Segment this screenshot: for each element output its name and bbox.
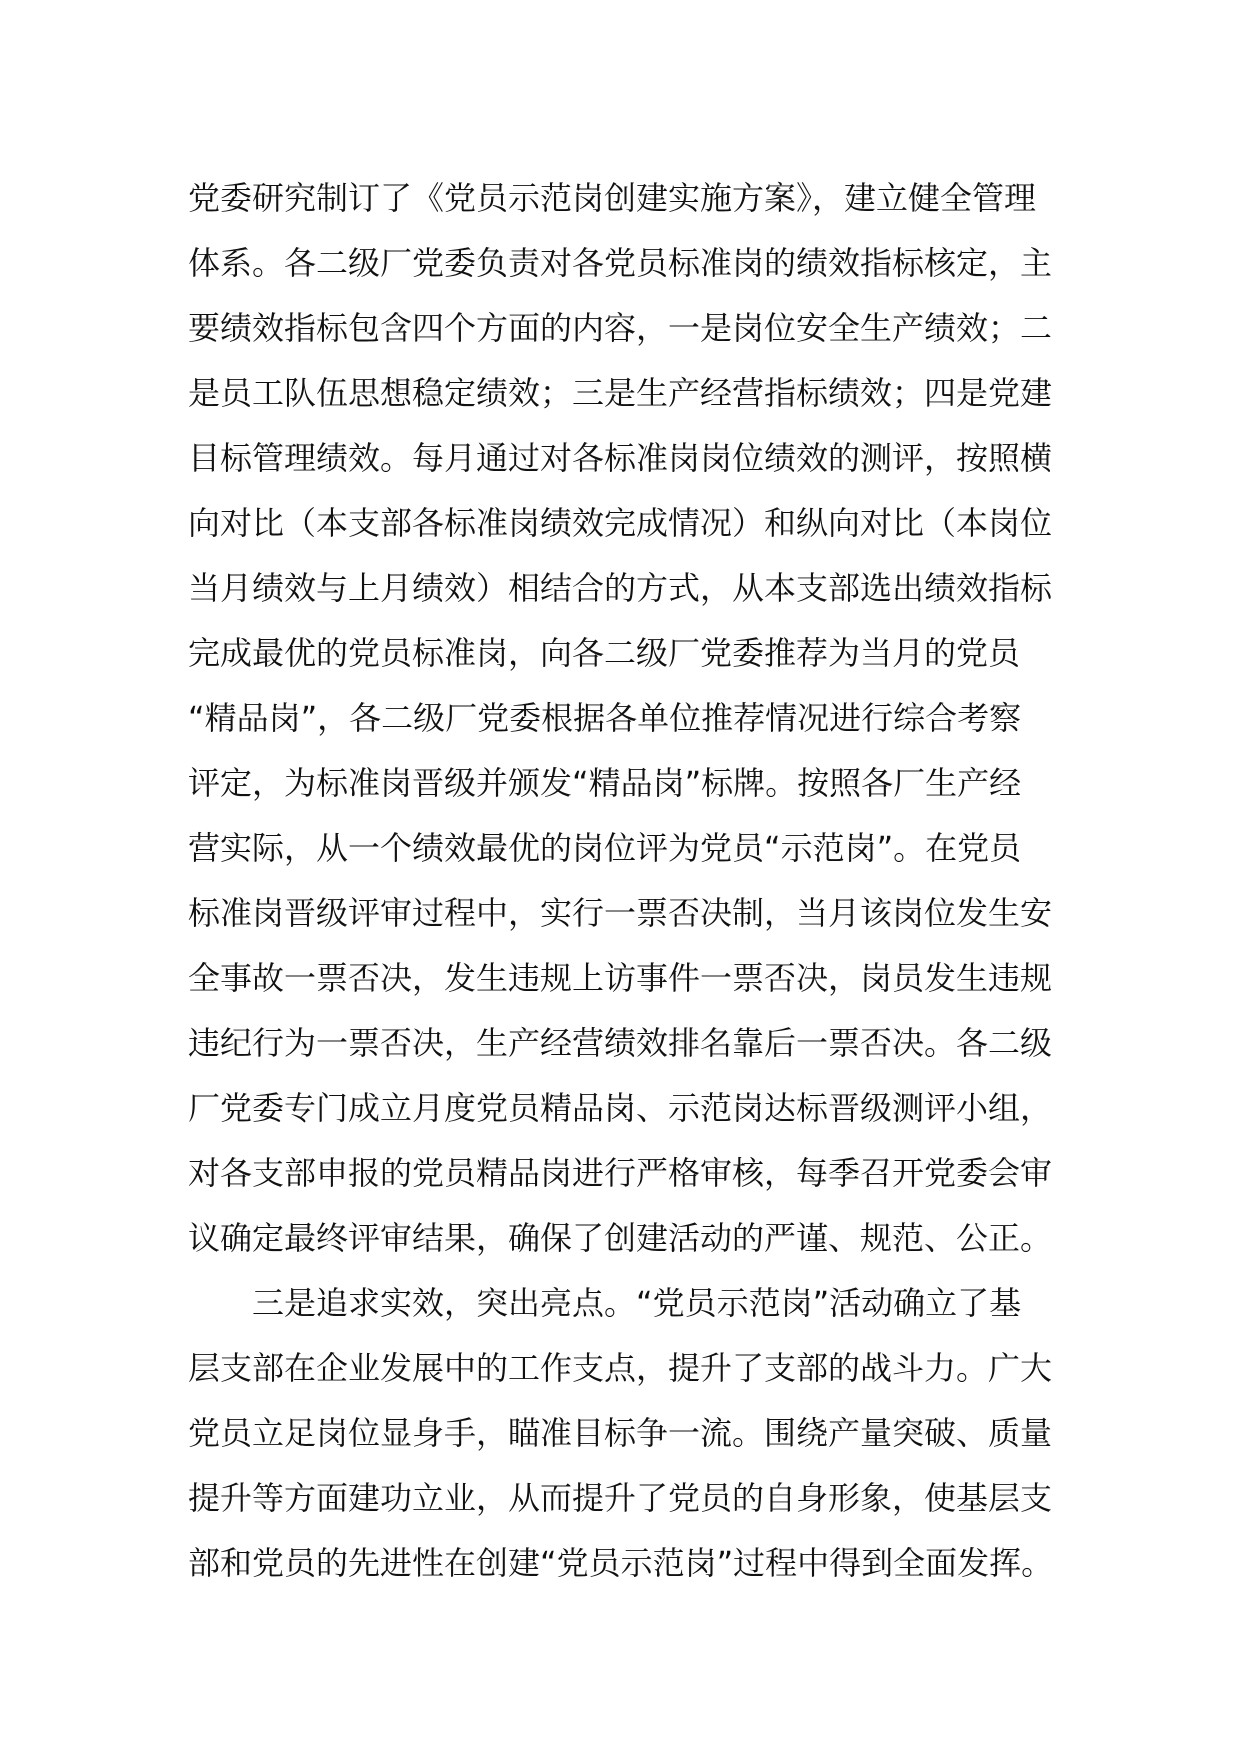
text-line: 三是追求实效，突出亮点。“党员示范岗”活动确立了基: [252, 1284, 1022, 1322]
body-text: [188, 166, 1068, 1596]
text-line: 体系。各二级厂党委负责对各党员标准岗的绩效指标核定，主: [188, 244, 1053, 282]
text-line: 违纪行为一票否决，生产经营绩效排名靠后一票否决。各二级: [188, 1024, 1053, 1062]
text-line: 评定，为标准岗晋级并颁发“精品岗”标牌。按照各厂生产经: [188, 764, 1022, 802]
text-line: 层支部在企业发展中的工作支点，提升了支部的战斗力。广大: [188, 1349, 1053, 1387]
text-line: 提升等方面建功立业，从而提升了党员的自身形象，使基层支: [188, 1479, 1053, 1517]
text-line: 是员工队伍思想稳定绩效；三是生产经营指标绩效；四是党建: [188, 374, 1053, 412]
text-line: “精品岗”，各二级厂党委根据各单位推荐情况进行综合考察: [188, 699, 1022, 737]
text-line: 议确定最终评审结果，确保了创建活动的严谨、规范、公正。: [188, 1219, 1053, 1257]
text-line: 完成最优的党员标准岗，向各二级厂党委推荐为当月的党员: [188, 634, 1021, 672]
text-line: 当月绩效与上月绩效）相结合的方式，从本支部选出绩效指标: [188, 569, 1053, 607]
text-line: 营实际，从一个绩效最优的岗位评为党员“示范岗”。在党员: [188, 829, 1022, 867]
text-line: 标准岗晋级评审过程中，实行一票否决制，当月该岗位发生安: [188, 894, 1053, 932]
text-line: 对各支部申报的党员精品岗进行严格审核，每季召开党委会审: [188, 1154, 1053, 1192]
text-line: 厂党委专门成立月度党员精品岗、示范岗达标晋级测评小组，: [188, 1089, 1053, 1127]
text-line: 党员立足岗位显身手，瞄准目标争一流。围绕产量突破、质量: [188, 1414, 1053, 1452]
text-line: 党委研究制订了《党员示范岗创建实施方案》，建立健全管理: [188, 179, 1037, 217]
text-line: 目标管理绩效。每月通过对各标准岗岗位绩效的测评，按照横: [188, 439, 1053, 477]
text-line: 要绩效指标包含四个方面的内容，一是岗位安全生产绩效；二: [188, 309, 1053, 347]
text-line: 全事故一票否决，发生违规上访事件一票否决，岗员发生违规: [188, 959, 1053, 997]
text-line: 部和党员的先进性在创建“党员示范岗”过程中得到全面发挥。: [188, 1544, 1054, 1582]
text-line: 向对比（本支部各标准岗绩效完成情况）和纵向对比（本岗位: [188, 504, 1053, 542]
